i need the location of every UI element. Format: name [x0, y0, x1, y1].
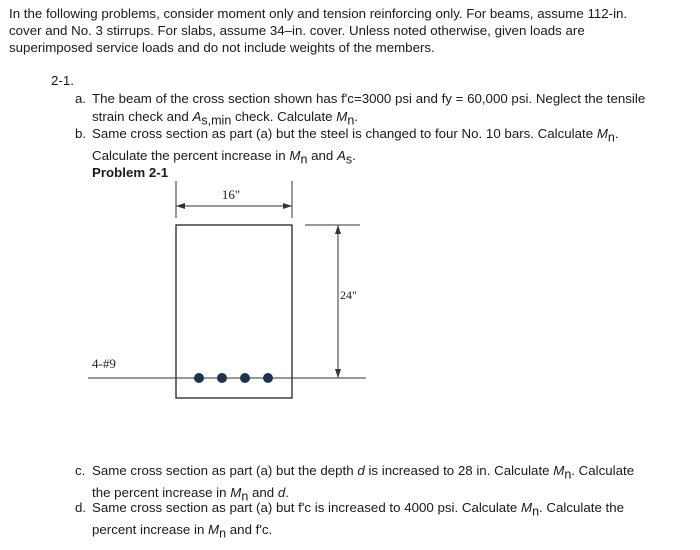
part-a-label: a. — [75, 91, 87, 106]
beam-outline — [176, 225, 292, 398]
width-label: 16" — [221, 187, 241, 202]
width-arrow-left — [176, 203, 185, 209]
intro-line-3: superimposed service loads and do not include weights of the members. — [9, 40, 435, 55]
bars-label: 4-#9 — [92, 356, 116, 371]
depth-label: 24" — [340, 288, 357, 302]
part-b-line-1: Same cross section as part (a) but the steel is changed to four No. 10 bars. Calculate $M_n$. — [92, 126, 619, 145]
part-c-line-2: the percent increase in $M_n$ and d. — [92, 484, 289, 504]
part-d-label: d. — [75, 500, 87, 515]
rebar-3 — [240, 373, 250, 383]
part-c-line-1: Same cross section as part (a) but the depth d is increased to 28 in. Calculate $M_n$. Calculate — [92, 463, 635, 482]
part-a-line-2: strain check and $A_{s,min}$ check. Calculate $M_n$. — [92, 109, 358, 128]
width-arrow-right — [283, 203, 292, 209]
part-b-line-2: Calculate the percent increase in $M_n$ and $A_s$. — [92, 147, 356, 167]
depth-arrow-bottom — [335, 369, 341, 378]
problem-number: 2-1. — [51, 73, 74, 88]
part-a-line-1: The beam of the cross section shown has f'c=3000 psi and fy = 60,000 psi. Neglect the tensile — [92, 91, 646, 106]
rebar-1 — [194, 373, 204, 383]
part-d-line-2: percent increase in $M_n$ and f'c. — [92, 521, 273, 541]
part-d-line-1: Same cross section as part (a) but f'c is increased to 4000 psi. Calculate $M_n$. Calculate the — [92, 500, 625, 519]
part-d — [75, 499, 625, 542]
part-b-label: b. — [75, 126, 87, 141]
depth-arrow-top — [335, 225, 341, 234]
intro-line-1: In the following problems, consider moment only and tension reinforcing only. For beams, assume 112-in. — [9, 6, 628, 21]
rebar-4 — [263, 373, 273, 383]
part-c-label: c. — [75, 463, 86, 478]
rebar-2 — [217, 373, 227, 383]
intro-line-2: cover and No. 3 stirrups. For slabs, assume 34–in. cover. Unless noted otherwise, given loads are — [9, 23, 585, 38]
figure-title: Problem 2-1 — [92, 165, 169, 180]
